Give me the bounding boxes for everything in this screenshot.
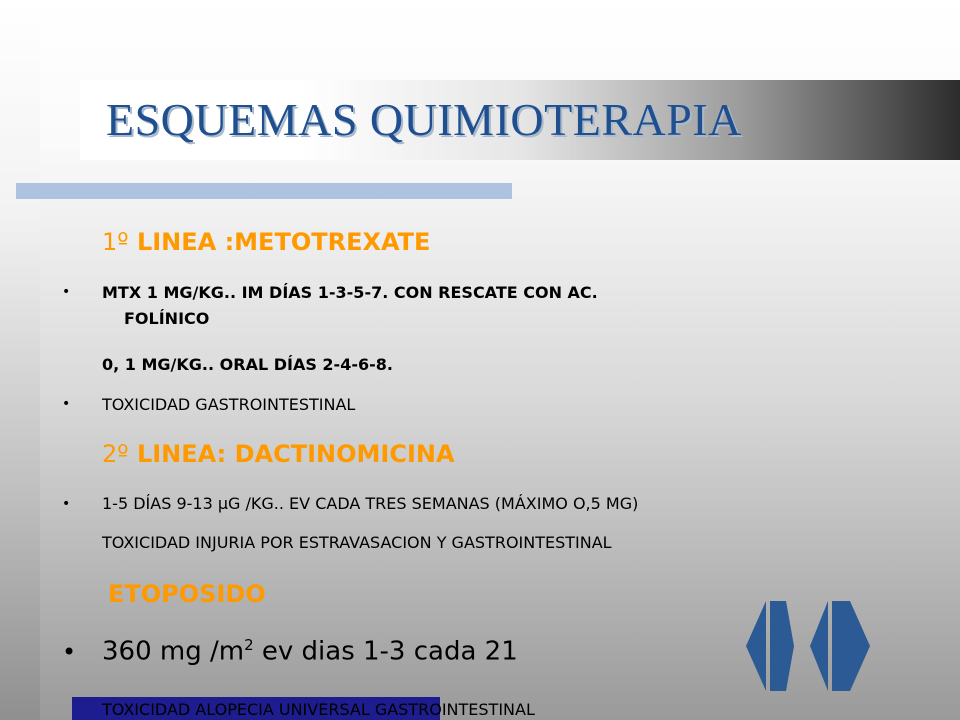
etoposido-dose-prefix: 360 mg /m [102, 636, 245, 667]
mtx-dose-line2: FOLÍNICO [124, 309, 210, 328]
dactinomicina-dose [102, 494, 638, 513]
bullet: • [62, 396, 71, 412]
first-line-heading [102, 228, 430, 256]
second-line-number: 2º [102, 440, 129, 468]
bullet: • [62, 496, 71, 512]
etoposido-dose-suffix: ev dias 1-3 cada 21 [253, 636, 518, 667]
mtx-dose-line1: MTX 1 MG/KG.. IM DÍAS 1-3-5-7. CON RESCATE CON AC. [102, 283, 598, 302]
etoposido-dose [102, 636, 518, 667]
first-line-number: 1º [102, 228, 129, 256]
bullet: • [62, 284, 71, 300]
dactinomicina-dose-suffix: G /KG.. EV CADA TRES SEMANAS (MÁXIMO O,5 MG) [228, 494, 639, 513]
title-underline-bar [16, 183, 512, 199]
micro-symbol: μ [217, 494, 229, 513]
second-line-toxicity: TOXICIDAD INJURIA POR ESTRAVASACION Y GASTROINTESTINAL [102, 533, 612, 552]
first-line-title: LINEA :METOTREXATE [136, 228, 431, 256]
etoposido-heading: ETOPOSIDO [108, 580, 266, 608]
second-line-heading [102, 440, 455, 468]
dactinomicina-dose-prefix: 1-5 DÍAS 9-13 [102, 494, 218, 513]
second-line-title: LINEA: DACTINOMICINA [136, 440, 455, 468]
oral-dose: 0, 1 MG/KG.. ORAL DÍAS 2-4-6-8. [102, 355, 393, 374]
background-left-band [0, 0, 40, 720]
bullet: • [62, 638, 77, 666]
first-line-toxicity: TOXICIDAD GASTROINTESTINAL [102, 395, 356, 414]
slide-title: ESQUEMAS QUIMIOTERAPIA [106, 94, 742, 145]
previous-slide-icon[interactable] [746, 596, 796, 696]
etoposido-toxicity: TOXICIDAD ALOPECIA UNIVERSAL GASTROINTESTINAL [102, 700, 535, 719]
squared-superscript: 2 [244, 636, 254, 654]
next-slide-icon[interactable] [810, 596, 872, 696]
